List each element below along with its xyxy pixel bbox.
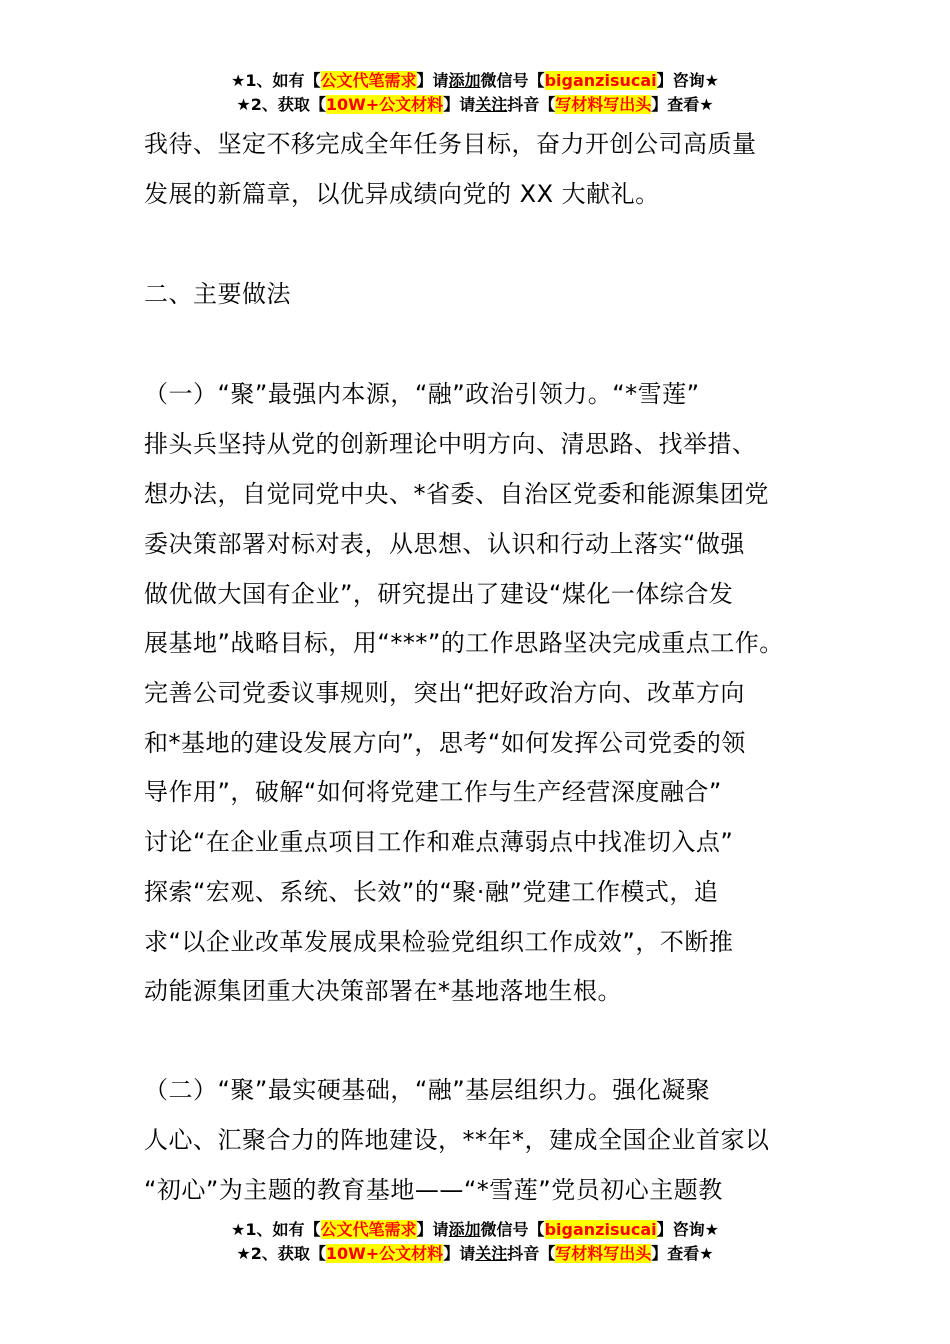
banner-highlight: biganzisucai [544, 71, 657, 90]
banner-underlined: 添加 [448, 71, 481, 90]
body-line: 委决策部署对标对表，从思想、认识和行动上落实“做强 [144, 530, 745, 558]
body-line: 和*基地的建设发展方向”，思考“如何发挥公司党委的领 [144, 729, 746, 757]
banner-text: 】咨询★ [656, 71, 719, 90]
body-line: 发展的新篇章，以优异成绩向党的 XX 大献礼。 [144, 180, 660, 208]
banner-text: 】请 [416, 1220, 449, 1239]
bottom-banner-line-1 [0, 1219, 950, 1241]
body-line: 导作用”，破解“如何将党建工作与生产经营深度融合” [144, 778, 722, 806]
body-line: 动能源集团重大决策部署在*基地落地生根。 [144, 977, 622, 1005]
banner-highlight: 10W+公文材料 [325, 95, 444, 114]
banner-underlined: 关注 [475, 95, 508, 114]
banner-text: 微信号【 [480, 1220, 545, 1239]
top-banner-line-1 [0, 70, 950, 92]
banner-text: ★1、如有【 [231, 71, 321, 90]
section-heading: 二、主要做法 [144, 280, 291, 308]
banner-highlight: 10W+公文材料 [325, 1244, 444, 1263]
banner-text: 】查看★ [651, 95, 714, 114]
body-line: （二）“聚”最实硬基础，“融”基层组织力。强化凝聚 [144, 1076, 711, 1104]
banner-underlined: 添加 [448, 1220, 481, 1239]
banner-highlight: 公文代笔需求 [320, 1220, 417, 1239]
body-line: 完善公司党委议事规则，突出“把好政治方向、改革方向 [144, 679, 745, 707]
body-line: 做优做大国有企业”，研究提出了建设“煤化一体综合发 [144, 580, 734, 608]
banner-text: 】咨询★ [656, 1220, 719, 1239]
banner-highlight: 写材料写出头 [555, 95, 652, 114]
banner-text: 】查看★ [651, 1244, 714, 1263]
banner-text: 】请 [443, 1244, 476, 1263]
body-line: 排头兵坚持从党的创新理论中明方向、清思路、找举措、 [144, 430, 757, 458]
banner-text: ★2、获取【 [236, 1244, 326, 1263]
banner-highlight: 写材料写出头 [555, 1244, 652, 1263]
body-line: 讨论“在企业重点项目工作和难点薄弱点中找准切入点” [144, 828, 734, 856]
banner-text: 】请 [416, 71, 449, 90]
banner-highlight: biganzisucai [544, 1220, 657, 1239]
body-line: 探索“宏观、系统、长效”的“聚·融”党建工作模式，追 [144, 878, 719, 906]
banner-text: ★2、获取【 [236, 95, 326, 114]
banner-text: ★1、如有【 [231, 1220, 321, 1239]
body-line: （一）“聚”最强内本源，“融”政治引领力。“*雪莲” [144, 380, 700, 408]
body-line: “初心”为主题的教育基地——“*雪莲”党员初心主题教 [144, 1176, 723, 1204]
body-line: 求“以企业改革发展成果检验党组织工作成效”，不断推 [144, 928, 734, 956]
banner-text: 抖音【 [507, 1244, 556, 1263]
banner-text: 抖音【 [507, 95, 556, 114]
body-line: 人心、汇聚合力的阵地建设，**年*，建成全国企业首家以 [144, 1126, 770, 1154]
body-line: 想办法，自觉同党中央、*省委、自治区党委和能源集团党 [144, 480, 769, 508]
banner-highlight: 公文代笔需求 [320, 71, 417, 90]
body-line: 我待、坚定不移完成全年任务目标，奋力开创公司高质量 [144, 130, 757, 158]
banner-text: 】请 [443, 95, 476, 114]
top-banner-line-2 [0, 94, 950, 116]
body-line: 展基地”战略目标，用“***”的工作思路坚决完成重点工作。 [144, 629, 784, 657]
bottom-banner-line-2 [0, 1243, 950, 1265]
banner-underlined: 关注 [475, 1244, 508, 1263]
banner-text: 微信号【 [480, 71, 545, 90]
